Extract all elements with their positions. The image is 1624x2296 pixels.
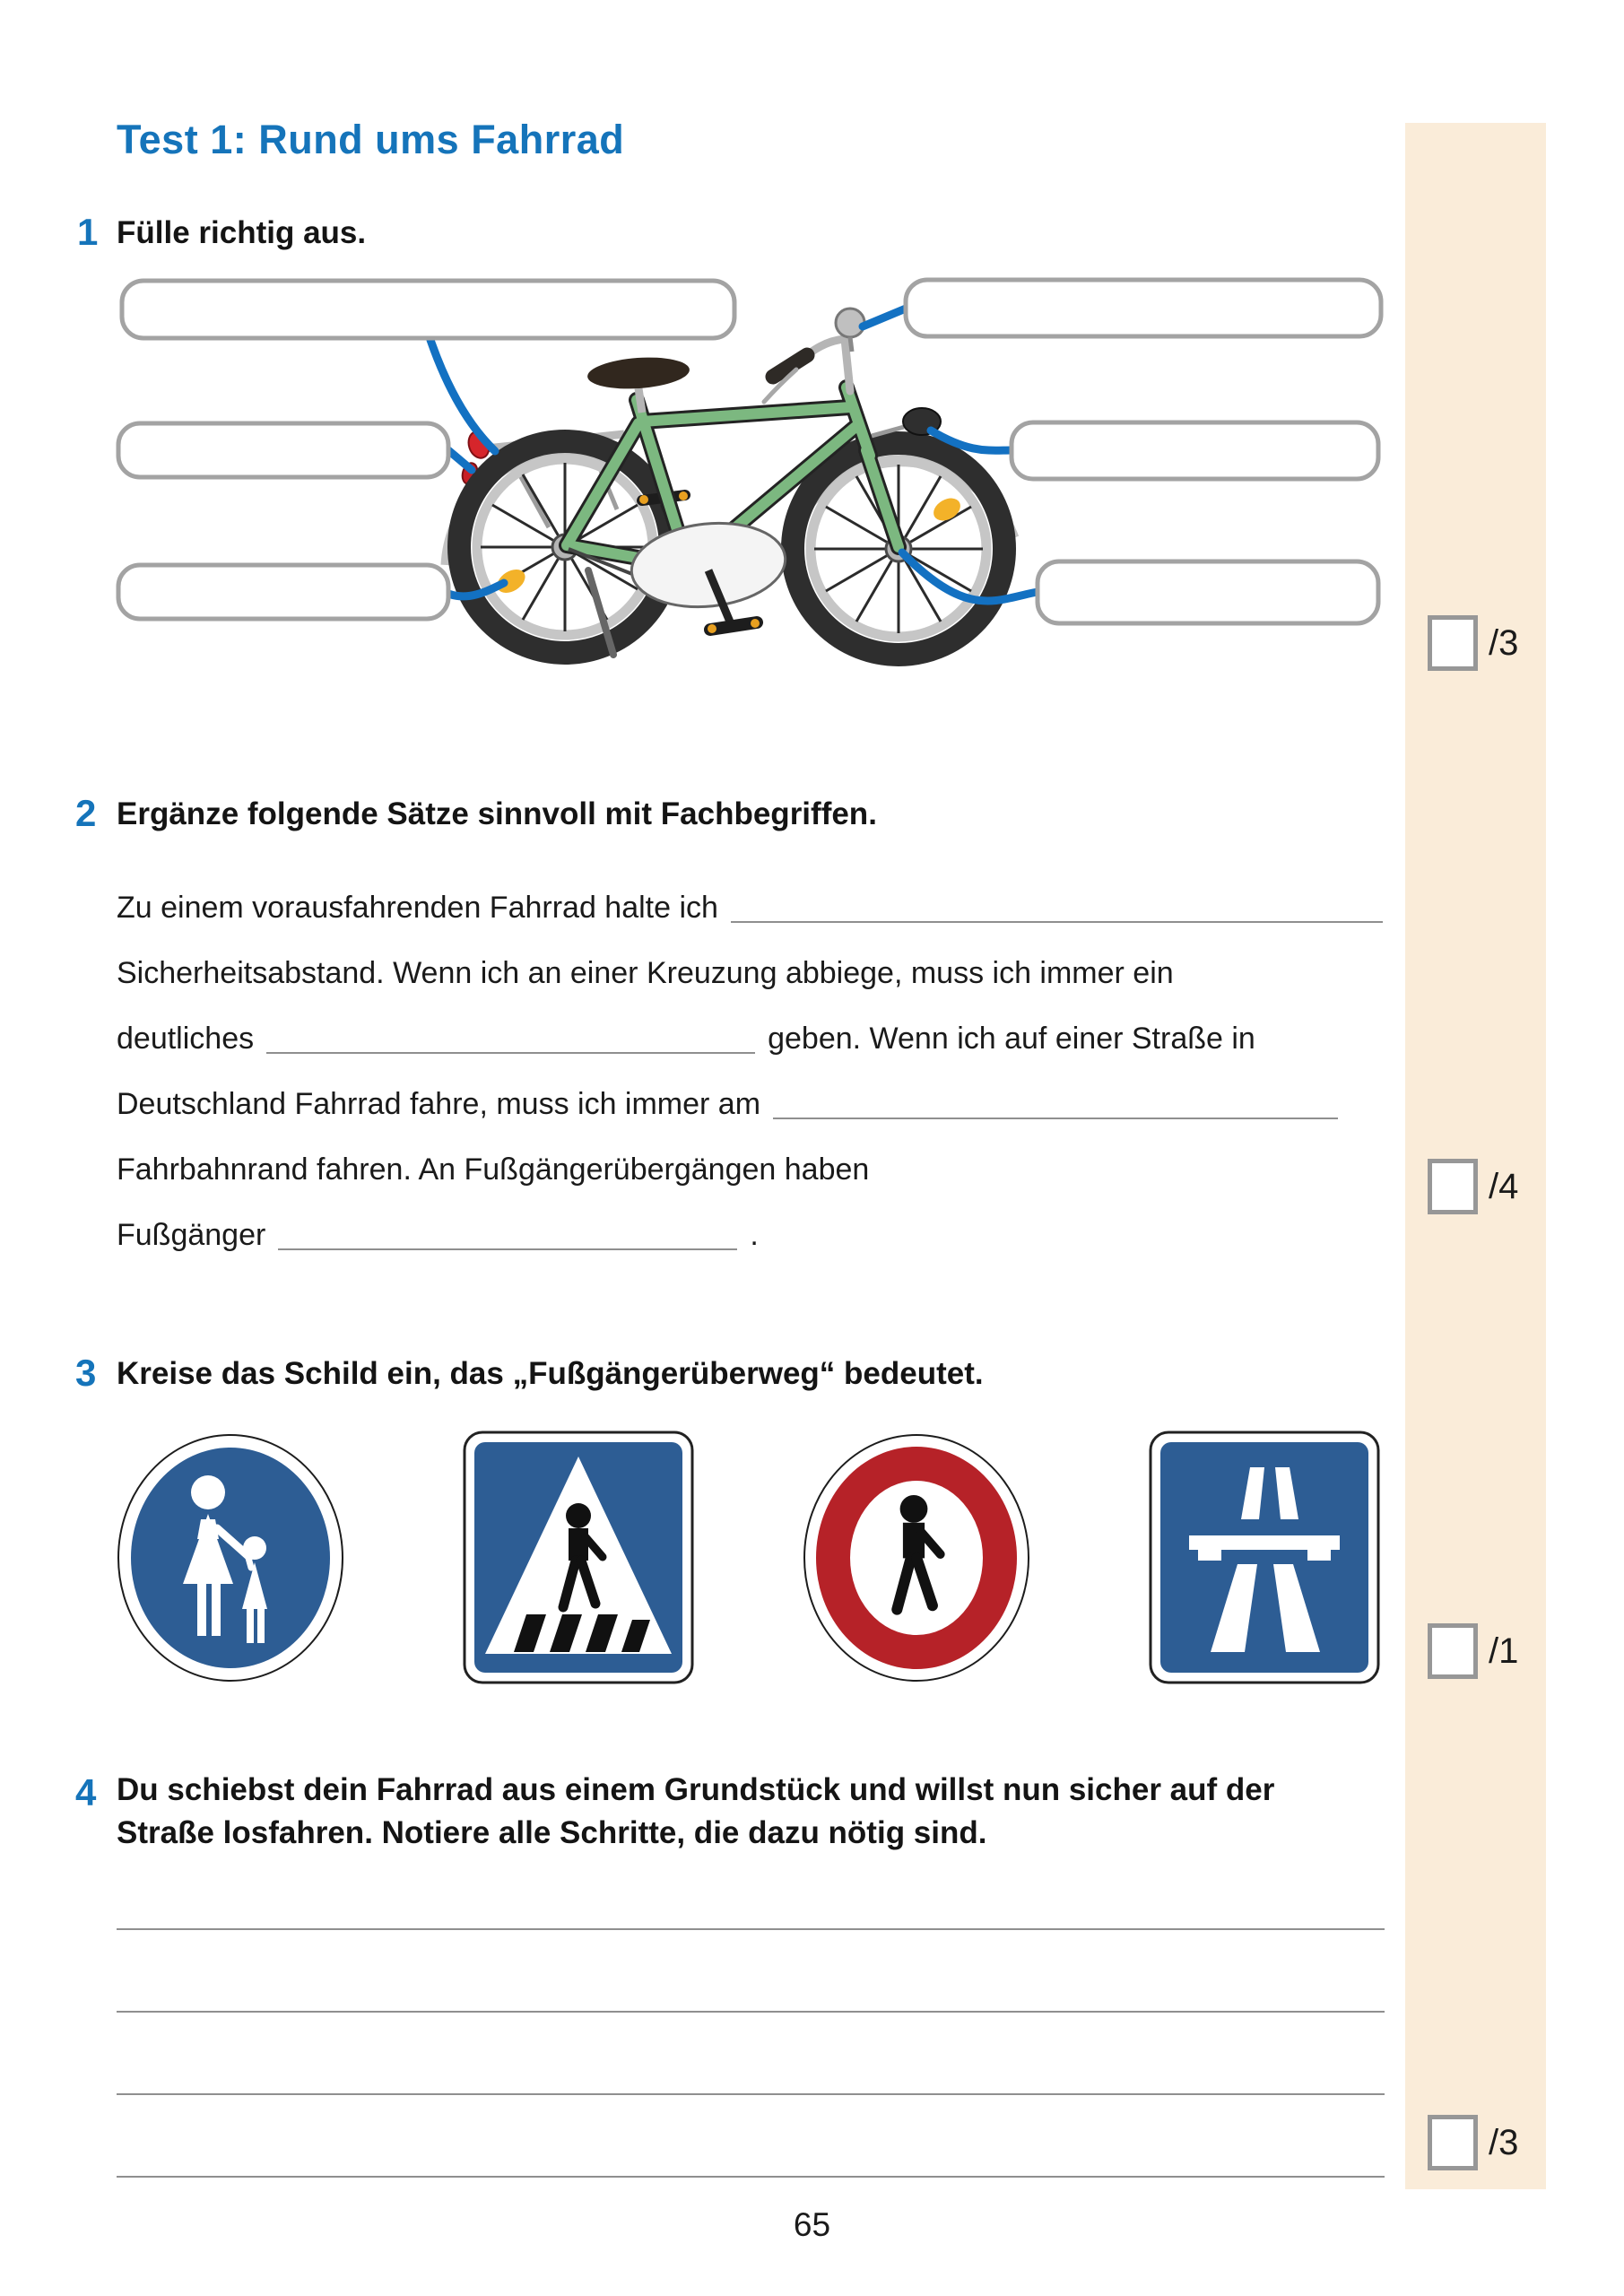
task4-score-label: /3 (1489, 2122, 1519, 2162)
task2-heading: Ergänze folgende Sätze sinnvoll mit Fachbegriffen. (117, 796, 877, 831)
cloze-blank-4[interactable] (278, 1248, 737, 1250)
pedal (710, 622, 757, 630)
task2-score-label: /4 (1489, 1166, 1519, 1206)
pointer-line-bell (863, 309, 906, 326)
cloze-text-6b: . (750, 1218, 759, 1252)
task4-score-box[interactable] (1428, 2115, 1478, 2170)
task1-heading: Fülle richtig aus. (117, 215, 367, 250)
cloze-row-6 (117, 1203, 1383, 1268)
task2-score (1428, 1159, 1518, 1214)
task4-heading-line2: Straße losfahren. Notiere alle Schritte, die dazu nötig sind. (117, 1815, 987, 1850)
cloze-blank-1[interactable] (731, 921, 1383, 923)
label-box-4[interactable] (906, 280, 1381, 336)
score-sidebar (1405, 123, 1546, 2189)
verbot-fuer-fussgaenger-sign-icon[interactable] (801, 1431, 1032, 1684)
pointer-line-rear-reflector (448, 450, 472, 470)
cloze-text-1: Zu einem vorausfahrenden Fahrrad halte ich (117, 891, 718, 925)
bicycle-diagram (90, 269, 1399, 691)
saddle (586, 354, 690, 392)
klingel-icon (836, 309, 864, 352)
label-box-1[interactable] (122, 281, 734, 338)
cloze-text-3b: geben. Wenn ich auf einer Straße in (768, 1022, 1255, 1056)
task3-score (1428, 1623, 1518, 1679)
gehweg-sign-icon[interactable] (115, 1431, 346, 1684)
label-box-5[interactable] (1012, 422, 1378, 479)
bicycle-illustration (447, 309, 1013, 655)
cloze-text-4: Deutschland Fahrrad fahre, muss ich immer am (117, 1087, 761, 1121)
task1-score-label: /3 (1489, 622, 1519, 663)
cloze-row-3 (117, 1006, 1383, 1072)
cloze-row-5 (117, 1137, 1383, 1203)
cloze-blank-3[interactable] (773, 1118, 1338, 1119)
writing-line-2[interactable] (117, 2011, 1385, 2013)
task2-number: 2 (75, 792, 97, 834)
writing-line-4[interactable] (117, 2176, 1385, 2178)
autobahn-sign-icon[interactable] (1148, 1430, 1381, 1685)
cloze-row-1 (117, 875, 1383, 941)
page-number: 65 (793, 2206, 831, 2243)
cloze-text-3a: deutliches (117, 1022, 255, 1056)
task1-number: 1 (77, 211, 99, 253)
task4-heading-line1: Du schiebst dein Fahrrad aus einem Grundstück und willst nun sicher auf der (117, 1772, 1275, 1807)
fussgaengerueberweg-sign-icon[interactable] (462, 1430, 695, 1685)
page-title: Test 1: Rund ums Fahrrad (117, 117, 625, 162)
label-box-6[interactable] (1038, 561, 1378, 623)
label-box-2[interactable] (118, 423, 448, 477)
cloze-text-2: Sicherheitsabstand. Wenn ich an einer Kreuzung abbiege, muss ich immer ein (117, 956, 1174, 990)
writing-line-3[interactable] (117, 2093, 1385, 2095)
task3-heading: Kreise das Schild ein, das „Fußgängerüberweg“ bedeutet. (117, 1356, 984, 1391)
task1-score (1428, 615, 1518, 671)
task3-score-box[interactable] (1428, 1623, 1478, 1679)
task4-number: 4 (75, 1771, 97, 1813)
writing-line-1[interactable] (117, 1928, 1385, 1930)
task4-score (1428, 2115, 1518, 2170)
task2-score-box[interactable] (1428, 1159, 1478, 1214)
cloze-row-2 (117, 941, 1383, 1006)
task3-score-label: /1 (1489, 1631, 1519, 1671)
task1-score-box[interactable] (1428, 615, 1478, 671)
cloze-row-4 (117, 1072, 1383, 1137)
task3-number: 3 (75, 1352, 97, 1394)
cloze-text-6a: Fußgänger (117, 1218, 266, 1252)
cloze-blank-2[interactable] (266, 1052, 755, 1054)
cloze-text-5: Fahrbahnrand fahren. An Fußgängerübergängen haben (117, 1152, 870, 1187)
cloze-paragraph (117, 875, 1383, 1268)
label-box-3[interactable] (118, 565, 448, 619)
